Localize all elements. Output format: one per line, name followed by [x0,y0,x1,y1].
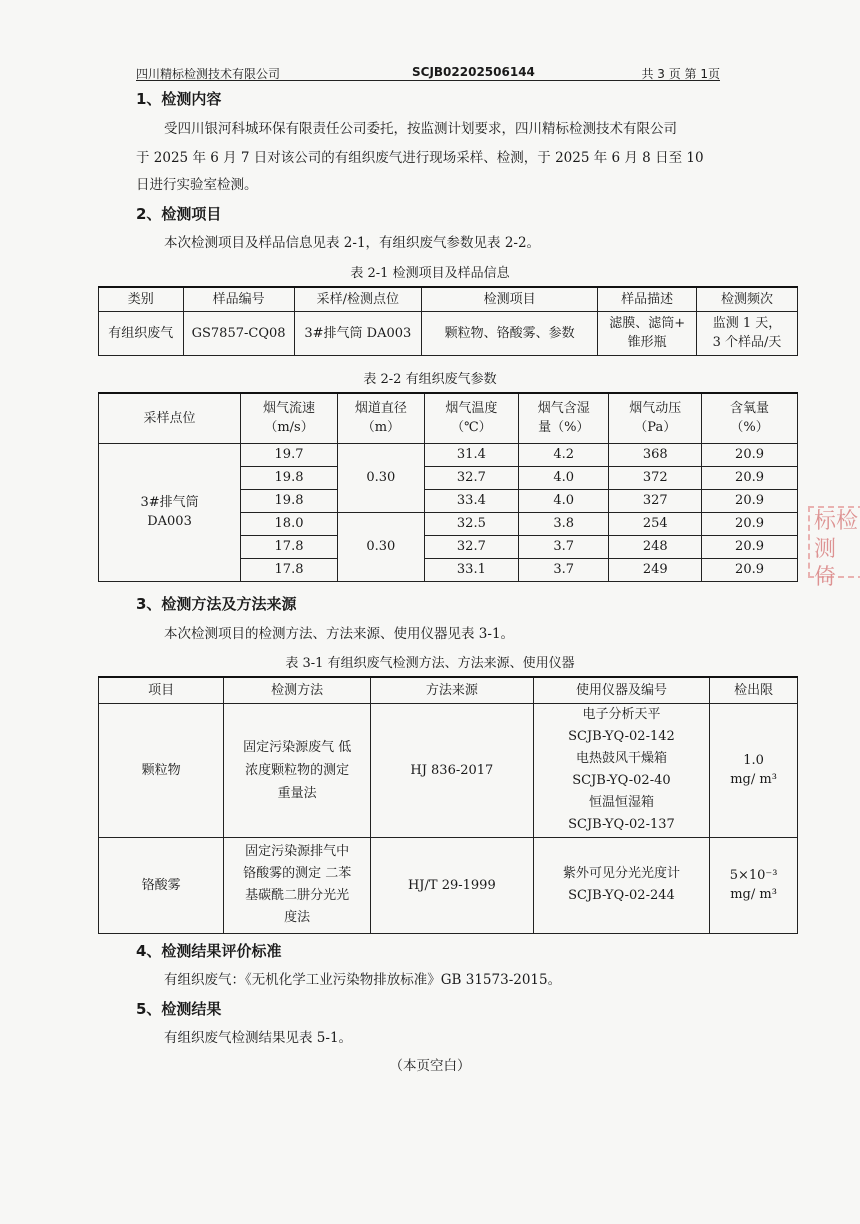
section-1-line-2: 于 2025 年 6 月 7 日对该公司的有组织废气进行现场采样、检测，于 2025 年 6 月 8 日至 10 [136,150,704,166]
table-3-1-caption: 表 3-1 有组织废气检测方法、方法来源、使用仪器 [285,656,575,671]
section-2-title: 2、检测项目 [136,205,222,223]
col-header: 采样/检测点位 [294,287,421,311]
col-header: 检测频次 [697,287,798,311]
col-header: 采样点位 [99,393,241,443]
header-company: 四川精标检测技术有限公司 [136,67,281,81]
table-cell: 4.0 [519,466,609,489]
section-2-text: 本次检测项目及样品信息见表 2-1，有组织废气参数见表 2-2。 [164,235,541,251]
col-header: 含氧量 （%） [702,393,798,443]
table-cell: 20.9 [702,466,798,489]
table-cell: 32.5 [424,512,518,535]
blank-page-note: （本页空白） [389,1058,471,1074]
col-header: 烟道直径 （m） [337,393,424,443]
table-cell: 249 [609,558,702,581]
col-header: 检测项目 [421,287,597,311]
col-header: 烟气温度 （℃） [424,393,518,443]
method-cell: 固定污染源排气中 铬酸雾的测定 二苯 基碳酰二肼分光光 度法 [224,837,371,933]
table-cell: 17.8 [241,558,338,581]
seal-stamp: 标检测 倚 [808,506,860,578]
table-cell: 颗粒物、铬酸雾、参数 [421,311,597,355]
section-1-line-1: 受四川银河科城环保有限责任公司委托，按监测计划要求，四川精标检测技术有限公司 [164,121,677,137]
table-cell: 监测 1 天， 3 个样品/天 [697,311,798,355]
table-cell: 3.8 [519,512,609,535]
col-header: 烟气动压 （Pa） [609,393,702,443]
col-header: 项目 [99,677,224,703]
col-header: 方法来源 [370,677,533,703]
col-header: 样品编号 [183,287,294,311]
instrument-cell: 紫外可见分光光度计 SCJB-YQ-02-244 [533,837,709,933]
sampling-site-cell: 3#排气筒 DA003 [99,443,241,581]
section-3-title: 3、检测方法及方法来源 [136,595,297,613]
table-2-1-caption: 表 2-1 检测项目及样品信息 [350,266,510,281]
col-header: 类别 [99,287,184,311]
table-cell: 滤膜、滤筒+ 锥形瓶 [598,311,697,355]
table-cell: 17.8 [241,535,338,558]
header-report-code: SCJB02202506144 [412,65,535,79]
table-cell: 20.9 [702,558,798,581]
section-1-line-3: 日进行实验室检测。 [136,177,258,193]
header-page-count: 共 3 页 第 1页 [641,67,720,81]
source-cell: HJ 836-2017 [370,703,533,837]
table-cell: 327 [609,489,702,512]
table-cell: 31.4 [424,443,518,466]
section-5-title: 5、检测结果 [136,1000,222,1018]
method-cell: 固定污染源废气 低 浓度颗粒物的测定 重量法 [224,703,371,837]
col-header: 检出限 [710,677,798,703]
table-cell: 18.0 [241,512,338,535]
limit-cell: 5×10⁻³ mg/ m³ [710,837,798,933]
table-cell: 32.7 [424,466,518,489]
table-header-row [99,677,798,703]
table-cell: GS7857-CQ08 [183,311,294,355]
col-header: 检测方法 [224,677,371,703]
table-cell: 19.8 [241,466,338,489]
col-header: 烟气流速 （m/s） [241,393,338,443]
table-row [99,703,798,837]
table-cell: 33.4 [424,489,518,512]
col-header: 使用仪器及编号 [533,677,709,703]
table-cell: 19.7 [241,443,338,466]
section-4-title: 4、检测结果评价标准 [136,942,282,960]
table-cell: 20.9 [702,443,798,466]
item-cell: 铬酸雾 [99,837,224,933]
section-3-text: 本次检测项目的检测方法、方法来源、使用仪器见表 3-1。 [164,626,515,642]
table-cell: 20.9 [702,489,798,512]
table-3-1 [98,676,798,934]
table-row [99,443,798,466]
table-2-1 [98,286,798,356]
col-header: 烟气含湿 量（%） [519,393,609,443]
table-cell: 20.9 [702,512,798,535]
table-cell: 20.9 [702,535,798,558]
table-header-row [99,393,798,443]
table-2-2 [98,392,798,582]
table-row [99,311,798,355]
table-cell: 有组织废气 [99,311,184,355]
item-cell: 颗粒物 [99,703,224,837]
page-header [136,64,720,81]
instrument-cell: 电子分析天平 SCJB-YQ-02-142 电热鼓风干燥箱 SCJB-YQ-02-40 恒温恒湿箱 SCJB-YQ-02-137 [533,703,709,837]
col-header: 样品描述 [598,287,697,311]
table-2-2-caption: 表 2-2 有组织废气参数 [363,372,497,387]
table-cell: 32.7 [424,535,518,558]
table-cell: 372 [609,466,702,489]
table-header-row [99,287,798,311]
source-cell: HJ/T 29-1999 [370,837,533,933]
limit-cell: 1.0 mg/ m³ [710,703,798,837]
table-row [99,837,798,933]
section-5-text: 有组织废气检测结果见表 5-1。 [164,1030,353,1046]
table-cell: 4.0 [519,489,609,512]
section-1-title: 1、检测内容 [136,90,222,108]
diameter-cell: 0.30 [337,443,424,512]
table-cell: 33.1 [424,558,518,581]
table-cell: 368 [609,443,702,466]
table-cell: 3.7 [519,558,609,581]
table-cell: 19.8 [241,489,338,512]
section-4-text: 有组织废气：《无机化学工业污染物排放标准》GB 31573-2015。 [164,972,562,988]
diameter-cell: 0.30 [337,512,424,581]
table-cell: 254 [609,512,702,535]
table-cell: 248 [609,535,702,558]
table-cell: 3#排气筒 DA003 [294,311,421,355]
table-cell: 4.2 [519,443,609,466]
table-cell: 3.7 [519,535,609,558]
